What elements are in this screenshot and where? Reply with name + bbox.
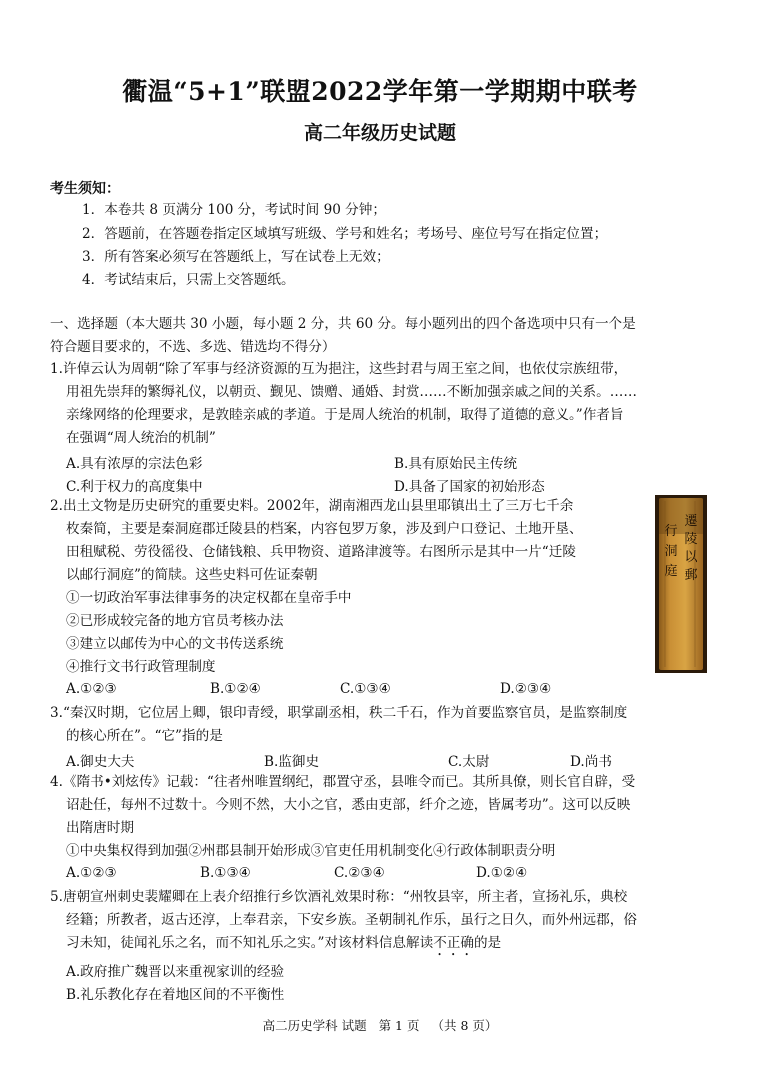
slip-glyph: 以 — [684, 550, 698, 565]
q5-emphasis: 不正确 — [433, 935, 474, 951]
q5-option-b: B.礼乐教化存在着地区间的不平衡性 — [66, 987, 285, 1003]
q1-option-c: C.利于权力的高度集中 — [66, 479, 203, 495]
q5-stem-tail: 的是 — [473, 935, 502, 951]
slip-glyph: 庭 — [664, 564, 678, 579]
q2-option-c: C.①③④ — [340, 681, 391, 697]
q3-option-d: D.尚书 — [570, 754, 612, 770]
notice-item: 3．所有答案必须写在答题纸上，写在试卷上无效； — [82, 249, 390, 265]
q1-stem: 用祖先崇拜的繁缛礼仪，以朝贡、觐见、馈赠、通婚、封赏……不断加强亲戚之间的关系。…… — [66, 384, 637, 400]
q4-stem: 出隋唐时期 — [66, 820, 134, 836]
section-instruction: 一、选择题（本大题共 30 小题，每小题 2 分，共 60 分。每小题列出的四个备选项中只有一个是 — [50, 316, 636, 332]
q1-stem: 在强调“周人统治的机制” — [66, 430, 216, 446]
q2-statement: ②已形成较完备的地方官员考核办法 — [66, 613, 284, 629]
slip-glyph: 陵 — [684, 532, 698, 547]
slip-glyph: 遷 — [684, 514, 698, 529]
q4-statements: ①中央集权得到加强②州郡县制开始形成③官吏任用机制变化④行政体制职责分明 — [66, 843, 556, 859]
q4-option-a: A.①②③ — [66, 865, 117, 881]
q2-stem: 以邮行洞庭”的简牍。这些史料可佐证秦朝 — [66, 567, 318, 583]
slip-glyph: 洞 — [664, 544, 678, 559]
q2-option-d: D.②③④ — [500, 681, 552, 697]
q4-option-b: B.①③④ — [200, 865, 251, 881]
q5-stem: 习未知，徒闻礼乐之名，而不知礼乐之实。”对该材料信息解读 — [66, 935, 434, 951]
q4-option-d: D.①②④ — [476, 865, 528, 881]
q2-stem: 田租赋税、劳役徭役、仓储钱粮、兵甲物资、道路津渡等。右图所示是其中一片“迁陵 — [66, 544, 576, 560]
q5-option-a: A.政府推广魏晋以来重视家训的经验 — [66, 964, 285, 980]
q2-statement: ③建立以邮传为中心的文书传送系统 — [66, 636, 284, 652]
exam-subtitle: 高二年级历史试题 — [303, 122, 456, 144]
exam-title: 衢温“5+1”联盟2022学年第一学期期中联考 — [122, 77, 638, 106]
footer-subject: 高二历史学科 试题 — [262, 1018, 367, 1033]
q2-stem: 2.出土文物是历史研究的重要史料。2002年，湖南湘西龙山县里耶镇出土了三万七千余 — [50, 498, 574, 514]
q1-option-a: A.具有浓厚的宗法色彩 — [66, 456, 203, 472]
q1-option-b: B.具有原始民主传统 — [394, 456, 518, 472]
bamboo-slip-icon — [655, 495, 707, 673]
q2-statement: ④推行文书行政管理制度 — [66, 659, 216, 675]
q2-stem: 枚秦简，主要是秦洞庭郡迁陵县的档案，内容包罗万象，涉及到户口登记、土地开垦、 — [66, 521, 583, 537]
notice-item: 1．本卷共 8 页满分 100 分，考试时间 90 分钟； — [82, 202, 386, 218]
page-footer — [0, 1016, 760, 1034]
q3-stem: 3.“秦汉时期，它位居上卿，银印青绶，职掌副丞相，秩二千石，作为首要监察官员，是监察制度 — [50, 705, 628, 721]
q4-option-c: C.②③④ — [334, 865, 385, 881]
q4-stem: 诏赴任，每州不过数十。今则不然，大小之官，悉由吏部，纤介之迹，皆属考功”。这可以反映 — [66, 797, 631, 813]
notice-item: 2．答题前，在答题卷指定区域填写班级、学号和姓名；考场号、座位号写在指定位置； — [82, 226, 608, 242]
q3-stem: 的核心所在”。“它”指的是 — [66, 728, 223, 744]
slip-glyph: 行 — [664, 524, 678, 539]
slip-glyph: 郵 — [684, 568, 698, 583]
q5-stem: 5.唐朝宣州刺史裴耀卿在上表介绍推行乡饮酒礼效果时称：“州牧县宰，所主者，宣扬礼乐，典校 — [50, 889, 628, 905]
q3-option-a: A.御史大夫 — [66, 754, 135, 770]
notice-heading: 考生须知： — [50, 181, 120, 197]
footer-total: （共 8 页） — [431, 1018, 498, 1033]
section-instruction: 符合题目要求的，不选、多选、错选均不得分） — [50, 339, 336, 355]
q5-stem: 经籍；所教者，返古还淳，上奉君亲，下安乡族。圣朝制礼作乐，虽行之日久，而外州远郡，俗 — [66, 912, 637, 928]
q5-stem-last — [66, 934, 501, 959]
footer-page: 第 1 页 — [378, 1018, 420, 1033]
q1-option-d: D.具备了国家的初始形态 — [394, 479, 545, 495]
q3-option-b: B.监御史 — [264, 754, 320, 770]
q1-stem: 亲缘网络的伦理要求，是敦睦亲戚的孝道。于是周人统治的机制，取得了道德的意义。”作者旨 — [66, 407, 624, 423]
q4-stem: 4.《隋书•刘炫传》记载：“往者州唯置纲纪，郡置守丞，县唯令而已。其所具僚，则长官自辟，受 — [50, 774, 636, 790]
q2-option-a: A.①②③ — [66, 681, 117, 697]
qin-bamboo-slip-image — [655, 495, 707, 673]
notice-item: 4．考试结束后，只需上交答题纸。 — [82, 272, 295, 288]
q2-statement: ①一切政治军事法律事务的决定权都在皇帝手中 — [66, 590, 352, 606]
q1-stem: 1.许倬云认为周朝“除了军事与经济资源的互为挹注，这些封君与周王室之间，也依仗宗族纽带， — [50, 361, 628, 377]
q3-option-c: C.太尉 — [448, 754, 490, 770]
q2-option-b: B.①②④ — [210, 681, 261, 697]
